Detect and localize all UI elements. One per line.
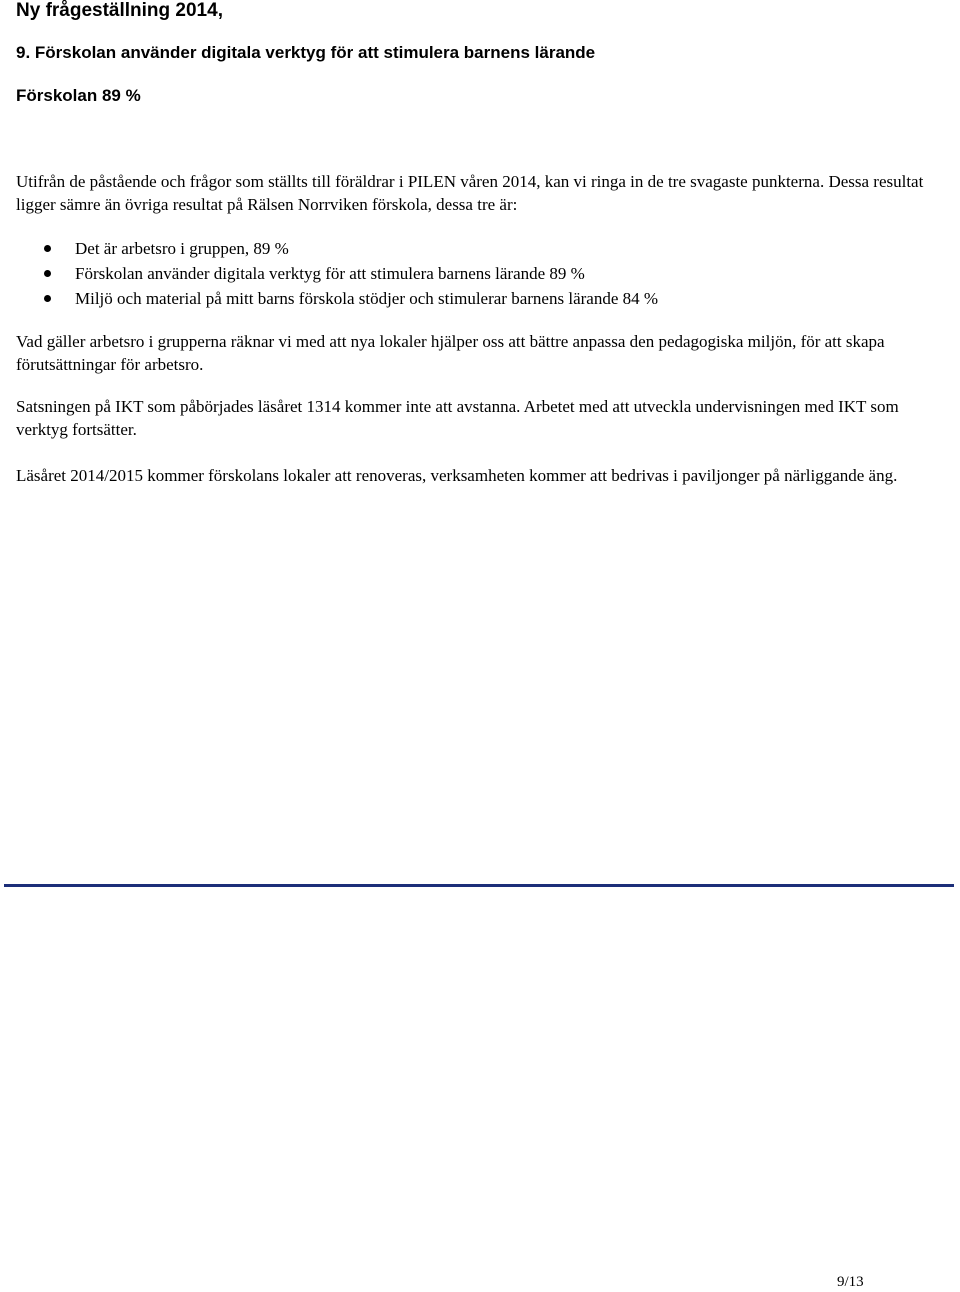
list-item: [16, 261, 936, 286]
arbetsro-paragraph: Vad gäller arbetsro i grupperna räknar vi med att nya lokaler hjälper oss att bättre anpassa den pedagogiska miljön, för att skapa förutsättningar för arbetsro.: [16, 332, 885, 374]
page-number: 9/13: [837, 1274, 864, 1290]
weakest-points-list: [16, 236, 936, 311]
list-item: [16, 286, 936, 311]
list-item-text: Miljö och material på mitt barns förskola stödjer och stimulerar barnens lärande 84 %: [75, 289, 659, 308]
list-item-text: Det är arbetsro i gruppen, 89 %: [75, 239, 289, 258]
bullet-icon: [44, 270, 51, 277]
list-item: [16, 236, 936, 261]
question-heading: 9. Förskolan använder digitala verktyg för att stimulera barnens lärande: [16, 43, 596, 62]
main-heading: Ny frågeställning 2014,: [16, 0, 223, 21]
bullet-icon: [44, 295, 51, 302]
list-item-text: Förskolan använder digitala verktyg för att stimulera barnens lärande 89 %: [75, 264, 585, 283]
ikt-paragraph: Satsningen på IKT som påbörjades läsåret 1314 kommer inte att avstanna. Arbetet med att utveckla undervisningen med IKT som verktyg fortsätter.: [16, 397, 899, 439]
lasaret-paragraph: Läsåret 2014/2015 kommer förskolans lokaler att renoveras, verksamheten kommer att bedrivas i paviljonger på närliggande äng.: [16, 466, 898, 485]
result-heading: Förskolan 89 %: [16, 86, 141, 105]
bullet-icon: [44, 245, 51, 252]
section-divider: [4, 884, 954, 887]
intro-paragraph: Utifrån de påstående och frågor som ställts till föräldrar i PILEN våren 2014, kan vi ringa in de tre svagaste punkterna. Dessa resultat ligger sämre än övriga resultat på Rälsen Norrviken förskola, dessa tre är:: [16, 172, 924, 214]
